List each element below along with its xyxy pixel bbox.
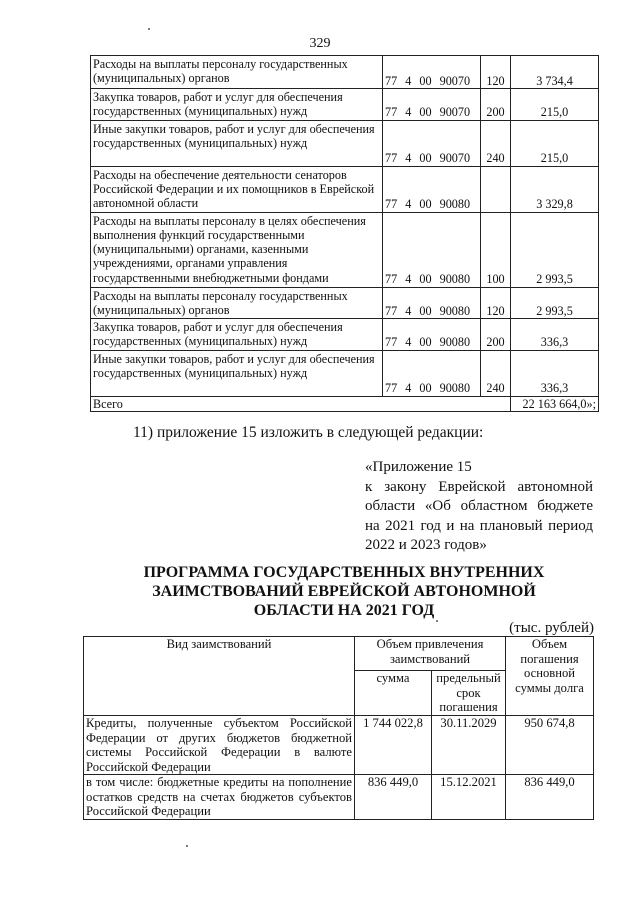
row-code: 77 4 00 90070 <box>383 56 481 89</box>
row-expense-type: 240 <box>481 120 511 166</box>
units-label: (тыс. рублей) <box>509 620 594 636</box>
row-expense-type: 200 <box>481 319 511 351</box>
row-code: 77 4 00 90080 <box>383 287 481 319</box>
page-number: 329 <box>309 36 331 51</box>
row-expense-type <box>481 166 511 212</box>
scan-speck <box>148 28 150 30</box>
row-code: 77 4 00 90070 <box>383 120 481 166</box>
table-row <box>91 89 599 121</box>
row-amount: 2 993,5 <box>511 287 599 319</box>
row-name: Иные закупки товаров, работ и услуг для обеспечения государственных (муниципальных) нужд <box>91 350 383 396</box>
borrowing-program-table <box>83 636 594 820</box>
row-code: 77 4 00 90080 <box>383 212 481 287</box>
row-expense-type: 100 <box>481 212 511 287</box>
table-row <box>84 716 594 775</box>
table-row <box>91 56 599 89</box>
row-repayment: 950 674,8 <box>506 716 594 775</box>
row-name: Расходы на выплаты персоналу в целях обеспечения выполнения функций государственными (муниципальными) органами, казенными учреждениями, органами управления государственными внебюджетными фондами <box>91 212 383 287</box>
row-type: Кредиты, полученные субъектом Российской Федерации от других бюджетов бюджетной системы Российской Федерации в валюте Российской Федерации <box>84 716 355 775</box>
section-title-line: ПРОГРАММА ГОСУДАРСТВЕННЫХ ВНУТРЕННИХ <box>143 564 545 581</box>
row-expense-type: 120 <box>481 287 511 319</box>
scan-speck <box>186 845 188 847</box>
row-name: Закупка товаров, работ и услуг для обеспечения государственных (муниципальных) нужд <box>91 89 383 121</box>
appendix-note-heading: «Приложение 15 <box>365 459 472 475</box>
table-row <box>91 350 599 396</box>
row-name: Расходы на выплаты персоналу государственных (муниципальных) органов <box>91 287 383 319</box>
amendment-instruction: 11) приложение 15 изложить в следующей редакции: <box>133 424 484 441</box>
row-sum: 1 744 022,8 <box>355 716 432 775</box>
header-type: Вид заимствований <box>84 637 355 716</box>
header-attraction: Объем привлечения заимствований <box>355 637 506 671</box>
section-title-line: ЗАИМСТВОВАНИЙ ЕВРЕЙСКОЙ АВТОНОМНОЙ <box>152 583 536 600</box>
row-code: 77 4 00 90080 <box>383 319 481 351</box>
section-title-line: ОБЛАСТИ НА 2021 ГОД <box>253 602 435 619</box>
row-amount: 336,3 <box>511 319 599 351</box>
row-name: Расходы на выплаты персоналу государственных (муниципальных) органов <box>91 56 383 89</box>
header-term: предельный срок погашения <box>432 671 506 716</box>
scan-speck <box>436 620 438 622</box>
row-name: Расходы на обеспечение деятельности сенаторов Российской Федерации и их помощников в Еврейской автономной области <box>91 166 383 212</box>
row-amount: 2 993,5 <box>511 212 599 287</box>
table-row <box>84 775 594 820</box>
row-repayment: 836 449,0 <box>506 775 594 820</box>
row-term: 15.12.2021 <box>432 775 506 820</box>
row-amount: 3 734,4 <box>511 56 599 89</box>
row-amount: 3 329,8 <box>511 166 599 212</box>
row-expense-type: 200 <box>481 89 511 121</box>
row-expense-type: 240 <box>481 350 511 396</box>
section-title <box>90 563 598 620</box>
total-amount: 22 163 664,0»; <box>511 396 599 411</box>
row-name: Иные закупки товаров, работ и услуг для обеспечения государственных (муниципальных) нужд <box>91 120 383 166</box>
header-sum: сумма <box>355 671 432 716</box>
budget-expenses-table <box>90 55 599 412</box>
row-amount: 215,0 <box>511 120 599 166</box>
row-type: в том числе: бюджетные кредиты на пополнение остатков средств на счетах бюджетов субъектов Российской Федерации <box>84 775 355 820</box>
table-total-row <box>91 396 599 411</box>
row-expense-type: 120 <box>481 56 511 89</box>
row-code: 77 4 00 90080 <box>383 350 481 396</box>
row-sum: 836 449,0 <box>355 775 432 820</box>
row-amount: 215,0 <box>511 89 599 121</box>
row-term: 30.11.2029 <box>432 716 506 775</box>
row-name: Закупка товаров, работ и услуг для обеспечения государственных (муниципальных) нужд <box>91 319 383 351</box>
total-label: Всего <box>91 396 511 411</box>
table-row <box>91 212 599 287</box>
appendix-note <box>365 458 593 556</box>
header-repayment: Объем погашения основной суммы долга <box>506 637 594 716</box>
table-row <box>91 287 599 319</box>
row-code: 77 4 00 90080 <box>383 166 481 212</box>
table-row <box>91 166 599 212</box>
row-code: 77 4 00 90070 <box>383 89 481 121</box>
appendix-note-text: к закону Еврейской автономной области «Об областном бюджете на 2021 год и на плановый период 2022 и 2023 годов» <box>365 478 593 553</box>
table-header-row <box>84 637 594 671</box>
table-row <box>91 120 599 166</box>
row-amount: 336,3 <box>511 350 599 396</box>
table-row <box>91 319 599 351</box>
